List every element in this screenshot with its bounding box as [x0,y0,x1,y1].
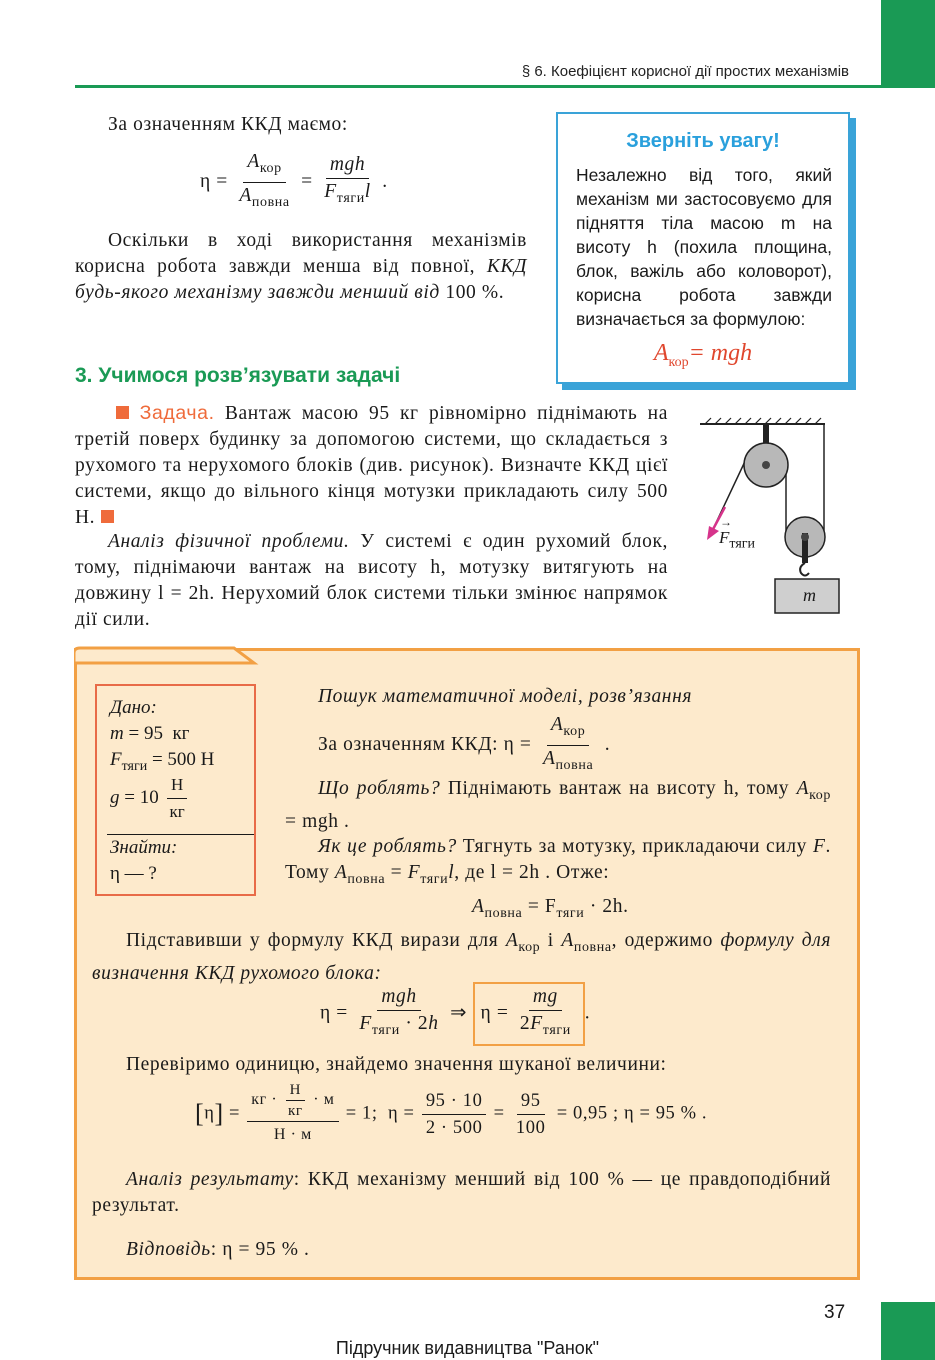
pulley-figure [695,415,855,620]
find-value: η — ? [110,863,157,884]
task-marker-icon [116,406,129,419]
intro-paragraph: Оскільки в ході використання механізмів корисна робота завжди менша від повної, ККД будь-якого механізму завжди менший від 100 %. [75,230,527,303]
result-analysis: Аналіз результату: ККД механізму менший від 100 % — це правдоподібний результат. [92,1169,831,1216]
attention-box [556,112,850,384]
efficiency-formula: η = $\frac{A_{кор}}{A_{повна}}$ = $\frac{\text{mgh}}{F_{тяги}l}$ . [200,151,388,210]
substitution-paragraph: Підставивши у формулу ККД вирази для $A_{кор}$ і $A_{повна}$, одержимо формулу для визначення ККД рухомого блока: [92,930,832,984]
given-g: g = 10 $\frac{Н}{кг}$ [110,774,191,823]
calculation-line: [η] = кг · $\frac{Н}{кг}$ · м Н · м = 1; η = $\frac{95 \cdot 10}{2 \cdot 500}$ = $\frac{95}{100}$ = 0,95 ; η = 95 % . [195,1082,708,1143]
analysis-paragraph: Аналіз фізичної проблеми. У системі є один рухомий блок, тому, піднімаючи вантаж на висоту h, мотузку витягують на довжину l = 2h. Нерухомий блок системи тільки змінює напрямок дії сили. [75,531,668,630]
given-mass: m = 95 кг [110,723,190,744]
boxed-result-formula: η = $\frac{mg}{2F_{тяги}}$ [473,982,585,1046]
section-heading: 3. Учимося розв’язувати задачі [75,364,401,387]
panel-tab-shape [74,645,274,665]
solution-definition: За означенням ККД: η = $\frac{A_{кор}}{A_{повна}}$ . [318,714,611,773]
attention-formula: $A_{кор}=$ mgh [653,340,753,370]
page-number: 37 [824,1302,846,1323]
work-formula: $A_{повна} = F_{тяги} \cdot 2h$. [472,896,629,921]
attention-text: Незалежно від того, який механізм ми застосовуємо для підняття тіла масою m на висоту h (похила площина, блок, важіль або коловорот), корисна робота завжди визначається за формулою: [576,165,832,329]
moving-block-formula: η = $\frac{\text{mgh}}{F_{тяги} \cdot 2h}$ ⇒ η = $\frac{mg}{2F_{тяги}}$ . [320,982,590,1046]
find-title: Знайти: [110,837,178,858]
answer-line: Відповідь: η = 95 % . [126,1239,310,1260]
what-paragraph: Що роблять? Піднімають вантаж на висоту h, тому $A_{кор}$ = mgh . [285,778,831,832]
task-paragraph: Задача. Вантаж масою 95 кг рівномірно піднімають на третій поверх будинку за допомогою системи, що складається з рухомого та нерухомого блоків (див. рисунок). Визначте ККД цієї системи, якщо до вільного кінця мотузки прикладають силу 500 Н. [75,402,668,528]
check-line: Перевіримо одиницю, знайдемо значення шуканої величини: [126,1054,667,1075]
given-force: $F_{тяги} = 500$ Н [110,749,215,774]
given-divider [107,834,254,835]
given-box [95,684,256,896]
mass-label: m [803,585,816,605]
green-tab-top [881,0,935,88]
given-title: Дано: [110,697,157,718]
publisher-footer: Підручник видавництва "Ранок" [335,1338,600,1358]
force-label: F → $_{тяги}$ [719,515,755,552]
intro-line: За означенням ККД маємо: [108,114,348,135]
task-end-marker-icon [101,510,114,523]
running-header: § 6. Коефіцієнт корисної дії простих механізмів [521,63,849,80]
how-paragraph: Як це роблять? Тягнуть за мотузку, прикладаючи силу F. Тому $A_{повна} = F_{тяги}l$, де l = 2h . Отже: [285,836,831,887]
solution-heading: Пошук математичної моделі, розв’язання [318,686,693,707]
header-rule [75,85,881,88]
attention-title: Зверніть увагу! [626,130,780,152]
